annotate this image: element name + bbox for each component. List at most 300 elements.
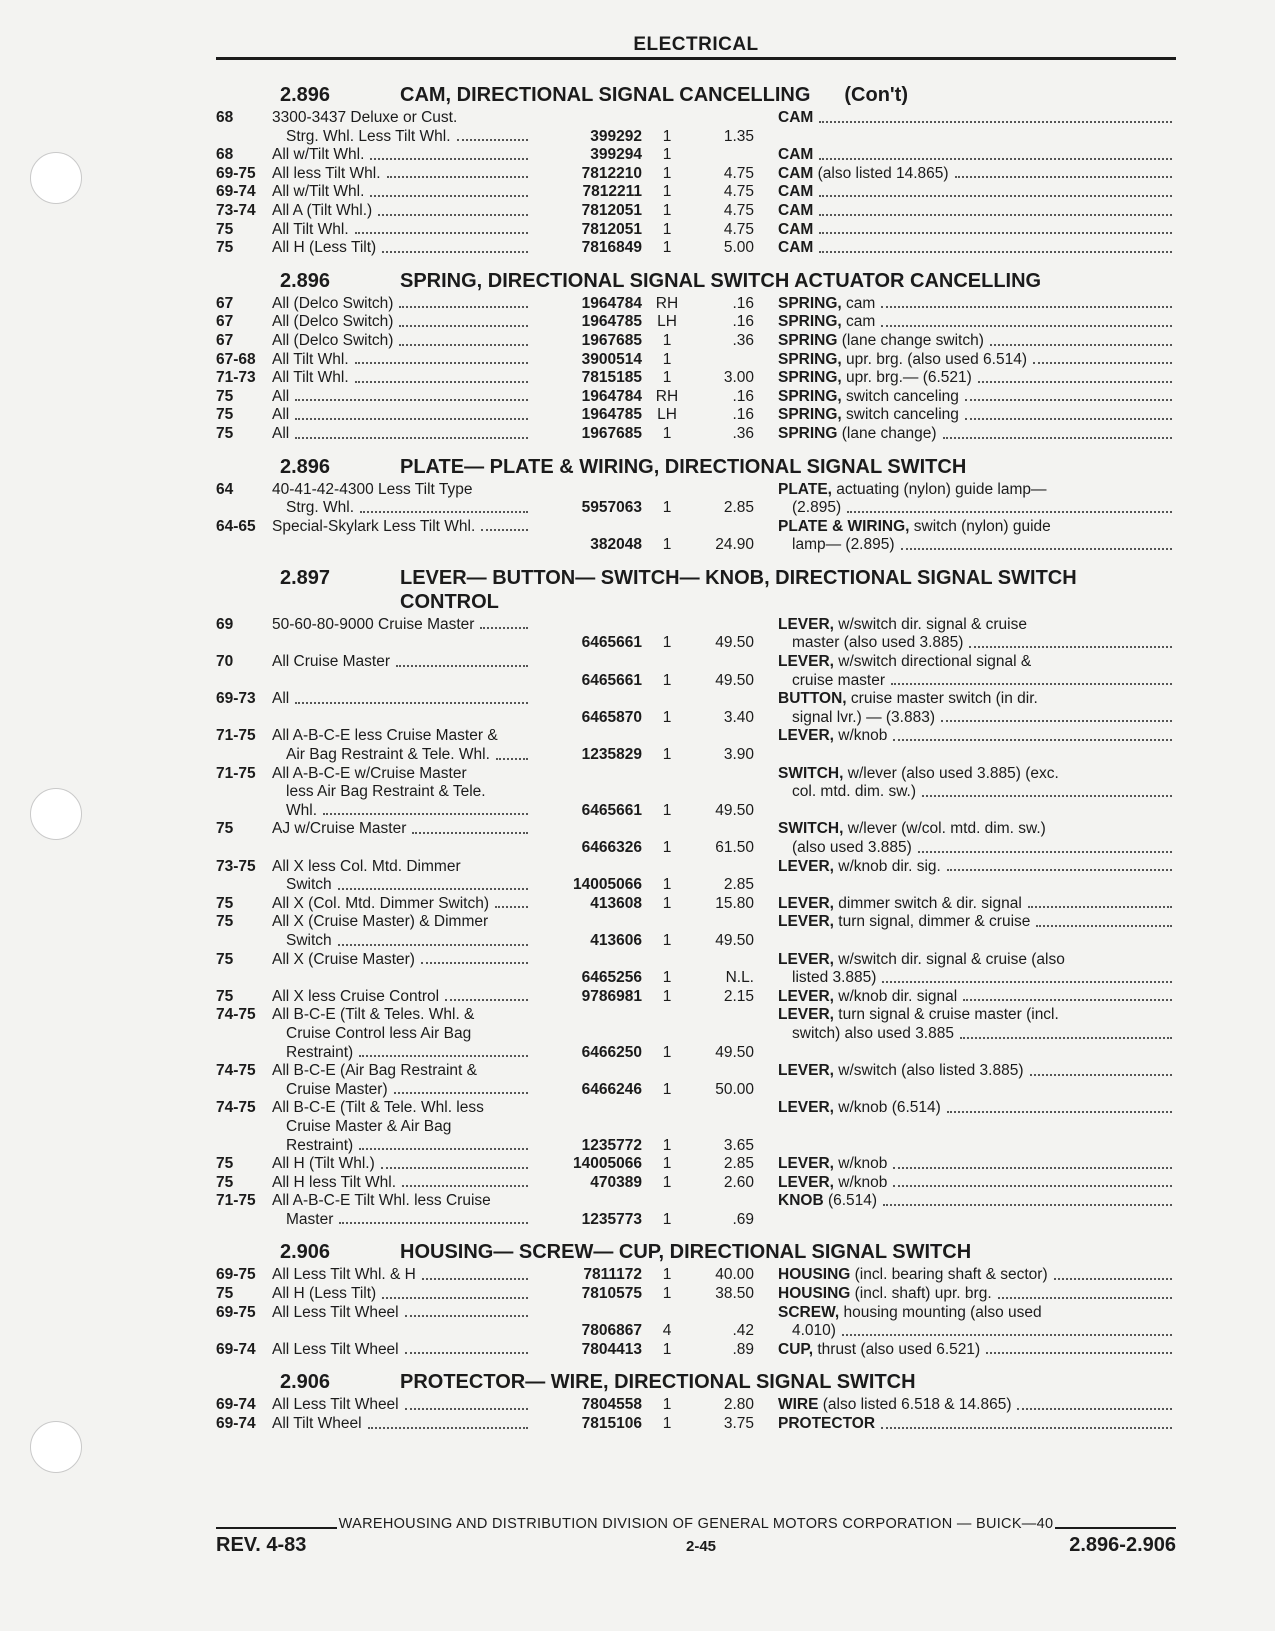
application-text: AJ w/Cruise Master	[272, 820, 407, 838]
dot-leader	[965, 388, 1172, 402]
part-number: 1967685	[581, 424, 642, 442]
description-text: signal lvr.) — (3.883)	[792, 708, 935, 726]
part-row	[216, 727, 1176, 764]
part-number: 7815106	[581, 1415, 642, 1433]
dot-leader	[819, 221, 1172, 235]
dot-leader	[445, 988, 528, 1002]
model-year: 68	[216, 146, 234, 164]
model-year: 75	[216, 424, 234, 442]
application-text: All H (Tilt Whl.)	[272, 1155, 375, 1173]
description-line	[778, 239, 1176, 258]
dot-leader	[978, 369, 1172, 383]
description-line	[778, 332, 1176, 351]
description-text: cruise master	[792, 671, 886, 689]
application-text: All X less Col. Mtd. Dimmer	[272, 857, 461, 875]
part-row	[216, 165, 1176, 184]
section-heading	[216, 269, 1176, 293]
description-text: col. mtd. dim. sw.)	[792, 783, 917, 801]
part-row	[216, 425, 1176, 444]
description-text: SWITCH, w/lever (also used 3.885) (exc.	[778, 764, 1059, 782]
dot-leader	[402, 1174, 528, 1188]
description-text: SPRING, switch canceling	[778, 387, 959, 405]
description-text: SPRING, switch canceling	[778, 406, 959, 424]
dot-leader	[901, 536, 1172, 550]
description-text: LEVER, w/knob	[778, 727, 888, 745]
application-text: All H (Less Tilt)	[272, 1285, 377, 1303]
application-line	[272, 146, 532, 165]
part-name: LEVER,	[778, 1173, 834, 1191]
part-row	[216, 1006, 1176, 1062]
part-row	[216, 653, 1176, 690]
price: 2.85	[723, 499, 754, 517]
application	[272, 202, 538, 221]
description-line	[778, 969, 1176, 988]
quantity: 1	[662, 894, 672, 912]
price: 3.00	[723, 369, 754, 387]
application	[272, 1062, 538, 1099]
dot-leader	[495, 895, 528, 909]
application-text: All H less Tilt Whl.	[272, 1173, 397, 1191]
application-text: All X (Col. Mtd. Dimmer Switch)	[272, 894, 490, 912]
section-number: 2.896	[280, 455, 331, 478]
quantity: 1	[662, 164, 672, 182]
part-number: 7811172	[583, 1266, 642, 1284]
part-name: SPRING,	[778, 369, 842, 387]
application-line	[272, 313, 532, 332]
description	[754, 616, 1176, 653]
quantity: LH	[657, 313, 677, 331]
quantity: 1	[662, 536, 672, 554]
part-row	[216, 332, 1176, 351]
description-text: LEVER, dimmer switch & dir. signal	[778, 894, 1022, 912]
description-line	[778, 1396, 1176, 1415]
description-line	[778, 518, 1176, 537]
description-line	[778, 388, 1176, 407]
application-line	[272, 858, 532, 877]
model-year: 67-68	[216, 350, 256, 368]
description-line	[778, 202, 1176, 221]
part-row	[216, 109, 1176, 146]
description-line	[778, 351, 1176, 370]
description	[754, 1266, 1176, 1285]
model-year: 69-75	[216, 1266, 256, 1284]
description-line	[778, 1155, 1176, 1174]
part-number: 1235772	[581, 1136, 642, 1154]
dot-leader	[1030, 1062, 1172, 1076]
part-name: SPRING	[778, 331, 838, 349]
section-title: SPRING, DIRECTIONAL SIGNAL SWITCH ACTUATOR CANCELLING	[400, 269, 1042, 292]
part-number: 7812210	[581, 164, 642, 182]
application-line	[272, 653, 532, 672]
model-year: 75	[216, 406, 234, 424]
description	[754, 369, 1176, 388]
description-text: LEVER, w/knob dir. signal	[778, 987, 958, 1005]
application-line	[272, 727, 532, 746]
application-line	[272, 109, 532, 128]
description-text: SPRING, upr. brg.— (6.521)	[778, 369, 972, 387]
description-line	[778, 165, 1176, 184]
description-text: SCREW, housing mounting (also used	[778, 1303, 1042, 1321]
dot-leader	[496, 746, 528, 760]
price: 61.50	[715, 839, 754, 856]
catalog-section	[216, 566, 1176, 1230]
description-text: SWITCH, w/lever (w/col. mtd. dim. sw.)	[778, 820, 1046, 838]
application-text: All Less Tilt Wheel	[272, 1303, 399, 1321]
description-text: lamp— (2.895)	[792, 536, 895, 554]
description-text: SPRING, cam	[778, 313, 876, 331]
dot-leader	[359, 1137, 528, 1151]
part-row	[216, 951, 1176, 988]
application-text: All	[272, 424, 290, 442]
application-line	[272, 128, 532, 147]
application-text: All Less Tilt Wheel	[272, 1340, 399, 1358]
dot-leader	[412, 820, 528, 834]
price: 2.15	[723, 987, 754, 1005]
application-line	[272, 988, 532, 1007]
dot-leader	[381, 1155, 528, 1169]
description-text: HOUSING (incl. shaft) upr. brg.	[778, 1285, 992, 1303]
part-name: SPRING,	[778, 406, 842, 424]
dot-leader	[881, 313, 1172, 327]
dot-leader	[481, 518, 528, 532]
description-text: PLATE, actuating (nylon) guide lamp—	[778, 480, 1047, 498]
application-line	[272, 913, 532, 932]
part-row	[216, 1396, 1176, 1415]
description	[754, 221, 1176, 240]
description	[754, 913, 1176, 950]
dot-leader	[422, 1266, 528, 1280]
quantity: 1	[662, 1043, 672, 1061]
description-text: LEVER, w/knob	[778, 1173, 888, 1191]
description-line	[778, 1192, 1176, 1211]
part-number: 399292	[590, 127, 642, 145]
application	[272, 295, 538, 314]
application-line	[272, 802, 532, 821]
application-text: 50-60-80-9000 Cruise Master	[272, 615, 475, 633]
application	[272, 653, 538, 690]
header-rule	[216, 57, 1176, 60]
price: .16	[732, 406, 754, 424]
quantity: 1	[662, 1340, 672, 1358]
part-number: 6466326	[581, 839, 642, 856]
application	[272, 425, 538, 444]
part-number: 1964784	[581, 294, 642, 312]
dot-leader	[382, 1285, 528, 1299]
application-line	[272, 1081, 532, 1100]
application-text: All Tilt Whl.	[272, 220, 349, 238]
dot-leader	[355, 221, 528, 235]
quantity: 1	[662, 1136, 672, 1154]
application	[272, 1099, 538, 1155]
application-line	[272, 351, 532, 370]
part-number: 6465256	[581, 969, 642, 987]
application-text: Special-Skylark Less Tilt Whl.	[272, 517, 476, 535]
description-line	[778, 951, 1176, 970]
application-text: Strg. Whl.	[286, 499, 355, 517]
price: 4.75	[723, 164, 754, 182]
description	[754, 425, 1176, 444]
part-number: 1235773	[581, 1210, 642, 1228]
quantity: 1	[662, 146, 672, 164]
part-row	[216, 858, 1176, 895]
model-year: 71-75	[216, 1192, 256, 1210]
description-line	[778, 616, 1176, 635]
quantity: LH	[657, 406, 677, 424]
price: 2.80	[723, 1396, 754, 1414]
description-text: SPRING (lane change switch)	[778, 331, 984, 349]
quantity: 1	[662, 1210, 672, 1228]
quantity: 1	[662, 331, 672, 349]
application-text: All Tilt Whl.	[272, 350, 349, 368]
application-line	[272, 165, 532, 184]
dot-leader	[399, 313, 528, 327]
quantity: 1	[662, 1173, 672, 1191]
model-year: 71-73	[216, 369, 256, 387]
price: .42	[732, 1322, 754, 1340]
application-text: Cruise Master & Air Bag	[286, 1117, 452, 1135]
part-number: 6465661	[581, 634, 642, 652]
model-year: 75	[216, 387, 234, 405]
description-text	[778, 221, 813, 240]
model-year: 67	[216, 294, 234, 312]
dot-leader	[295, 406, 528, 420]
application-line	[272, 820, 532, 839]
application-line	[272, 1137, 532, 1156]
description-line	[778, 634, 1176, 653]
part-number: 14005066	[573, 876, 642, 894]
application-text: 3300-3437 Deluxe or Cust.	[272, 109, 458, 126]
model-year: 64-65	[216, 517, 256, 535]
dot-leader	[359, 1044, 528, 1058]
description-line	[778, 295, 1176, 314]
quantity: 1	[662, 708, 672, 726]
quantity: 1	[662, 1080, 672, 1098]
quantity: 4	[662, 1322, 672, 1340]
description-text: LEVER, w/knob dir. sig.	[778, 857, 941, 875]
application	[272, 1396, 538, 1415]
application-text: All (Delco Switch)	[272, 331, 394, 349]
dot-leader	[405, 1396, 528, 1410]
dot-leader	[378, 202, 528, 216]
application-line	[272, 1266, 532, 1285]
model-year: 74-75	[216, 1006, 256, 1024]
application	[272, 183, 538, 202]
description-text: switch) also used 3.885	[792, 1024, 954, 1042]
quantity: 1	[662, 127, 672, 145]
description-line	[778, 727, 1176, 746]
part-name: CAM	[778, 183, 814, 201]
description-line	[778, 690, 1176, 709]
application-text: All Tilt Wheel	[272, 1415, 362, 1433]
application	[272, 895, 538, 914]
description-text: LEVER, w/switch directional signal &	[778, 653, 1032, 671]
dot-leader	[847, 499, 1172, 513]
part-name: CAM	[778, 239, 814, 257]
part-row	[216, 913, 1176, 950]
dot-leader	[842, 1322, 1172, 1336]
footer-publisher: WAREHOUSING AND DISTRIBUTION DIVISION OF GENERAL MOTORS CORPORATION — BUICK—40	[338, 1516, 1054, 1532]
part-name: LEVER,	[778, 615, 834, 633]
dot-leader	[819, 146, 1172, 160]
application-text: All w/Tilt Whl.	[272, 183, 365, 201]
description-text: LEVER, w/switch (also listed 3.885)	[778, 1062, 1024, 1080]
model-year: 64	[216, 480, 234, 498]
part-number: 6465661	[581, 671, 642, 689]
model-year: 75	[216, 894, 234, 912]
application-line	[272, 690, 532, 709]
part-name: LEVER,	[778, 987, 834, 1005]
part-name: BUTTON,	[778, 690, 847, 708]
description	[754, 1099, 1176, 1155]
part-number: 6465661	[581, 801, 642, 819]
application	[272, 351, 538, 370]
application	[272, 1174, 538, 1193]
quantity: RH	[655, 294, 679, 312]
part-name: LEVER,	[778, 857, 834, 875]
part-number: 5957063	[581, 499, 642, 517]
dot-leader	[339, 1211, 528, 1225]
part-name: SPRING,	[778, 350, 842, 368]
description	[754, 765, 1176, 821]
dot-leader	[960, 1025, 1172, 1039]
description	[754, 951, 1176, 988]
application	[272, 165, 538, 184]
model-year: 70	[216, 653, 234, 671]
footer	[216, 1534, 1176, 1560]
dot-leader	[819, 202, 1172, 216]
dot-leader	[893, 1155, 1172, 1169]
application-line	[272, 499, 532, 518]
application	[272, 1155, 538, 1174]
section-number: 2.896	[280, 84, 331, 106]
part-name: LEVER,	[778, 913, 834, 931]
dot-leader	[295, 690, 528, 704]
dot-leader	[355, 369, 528, 383]
description-text: master (also used 3.885)	[792, 634, 964, 652]
part-number: 7810575	[581, 1285, 642, 1303]
application	[272, 518, 538, 555]
application-line	[272, 1025, 532, 1044]
application-line	[272, 425, 532, 444]
quantity: 1	[662, 931, 672, 949]
part-number: 7812051	[581, 201, 642, 219]
model-year: 75	[216, 1155, 234, 1173]
application-line	[272, 183, 532, 202]
description-text: LEVER, turn signal, dimmer & cruise	[778, 913, 1031, 931]
application-line	[272, 765, 532, 784]
model-year: 69-74	[216, 1340, 256, 1358]
price: 3.75	[723, 1415, 754, 1433]
application-line	[272, 746, 532, 765]
price: .36	[732, 331, 754, 349]
quantity: 1	[662, 499, 672, 517]
application-line	[272, 406, 532, 425]
part-row	[216, 1062, 1176, 1099]
part-name: HOUSING	[778, 1266, 851, 1284]
part-name: CAM	[778, 164, 814, 182]
quantity: 1	[662, 876, 672, 894]
description-line	[778, 820, 1176, 839]
description	[754, 988, 1176, 1007]
part-name: SPRING,	[778, 294, 842, 312]
dot-leader	[922, 783, 1172, 797]
part-number: 14005066	[573, 1155, 642, 1173]
part-name: CAM	[778, 220, 814, 238]
dot-leader	[360, 499, 528, 513]
part-row	[216, 388, 1176, 407]
model-year: 69-75	[216, 1303, 256, 1321]
dot-leader	[883, 1192, 1172, 1206]
catalog-section	[216, 1240, 1176, 1359]
application-text: All Less Tilt Wheel	[272, 1396, 399, 1414]
part-row	[216, 1192, 1176, 1229]
dot-leader	[421, 951, 528, 965]
part-number: 1964785	[581, 313, 642, 331]
model-year: 74-75	[216, 1099, 256, 1117]
description	[754, 1174, 1176, 1193]
application-text: All X (Cruise Master)	[272, 950, 415, 968]
dot-leader	[918, 839, 1172, 853]
description-line	[778, 369, 1176, 388]
part-number: 7812051	[581, 220, 642, 238]
price: 2.60	[723, 1173, 754, 1191]
application-line	[272, 369, 532, 388]
description-line	[778, 858, 1176, 877]
application-text: All (Delco Switch)	[272, 313, 394, 331]
application-text: Restraint)	[286, 1136, 354, 1154]
application	[272, 146, 538, 165]
price: 24.90	[715, 536, 754, 554]
quantity: 1	[662, 1285, 672, 1303]
part-name: LEVER,	[778, 1062, 834, 1080]
application	[272, 221, 538, 240]
description-line	[778, 672, 1176, 691]
dot-leader	[882, 969, 1172, 983]
section-title: CAM, DIRECTIONAL SIGNAL CANCELLING (Con't)	[400, 84, 908, 106]
part-name: SWITCH,	[778, 820, 844, 838]
application-text: All B-C-E (Air Bag Restraint &	[272, 1062, 477, 1080]
dot-leader	[396, 653, 528, 667]
part-name: LEVER,	[778, 1006, 834, 1024]
application-line	[272, 239, 532, 258]
dot-leader	[1036, 913, 1172, 927]
application	[272, 388, 538, 407]
quantity: RH	[655, 387, 679, 405]
part-number: 7815185	[581, 369, 642, 387]
model-year: 69	[216, 615, 234, 633]
part-number: 6466246	[581, 1080, 642, 1098]
dot-leader	[941, 709, 1172, 723]
application-line	[272, 1044, 532, 1063]
part-name: CAM	[778, 146, 814, 164]
part-row	[216, 690, 1176, 727]
part-name: PLATE,	[778, 480, 832, 498]
application-line	[272, 202, 532, 221]
description	[754, 1155, 1176, 1174]
model-year: 75	[216, 1173, 234, 1191]
application-line	[272, 932, 532, 951]
model-year: 69-74	[216, 1415, 256, 1433]
application	[272, 313, 538, 332]
application	[272, 332, 538, 351]
application-text: All	[272, 690, 290, 708]
catalog-section	[216, 269, 1176, 444]
description	[754, 313, 1176, 332]
application	[272, 1006, 538, 1062]
part-row	[216, 406, 1176, 425]
section-title: LEVER— BUTTON— SWITCH— KNOB, DIRECTIONAL SIGNAL SWITCH CONTROL	[400, 566, 1077, 613]
description-text	[778, 202, 813, 221]
